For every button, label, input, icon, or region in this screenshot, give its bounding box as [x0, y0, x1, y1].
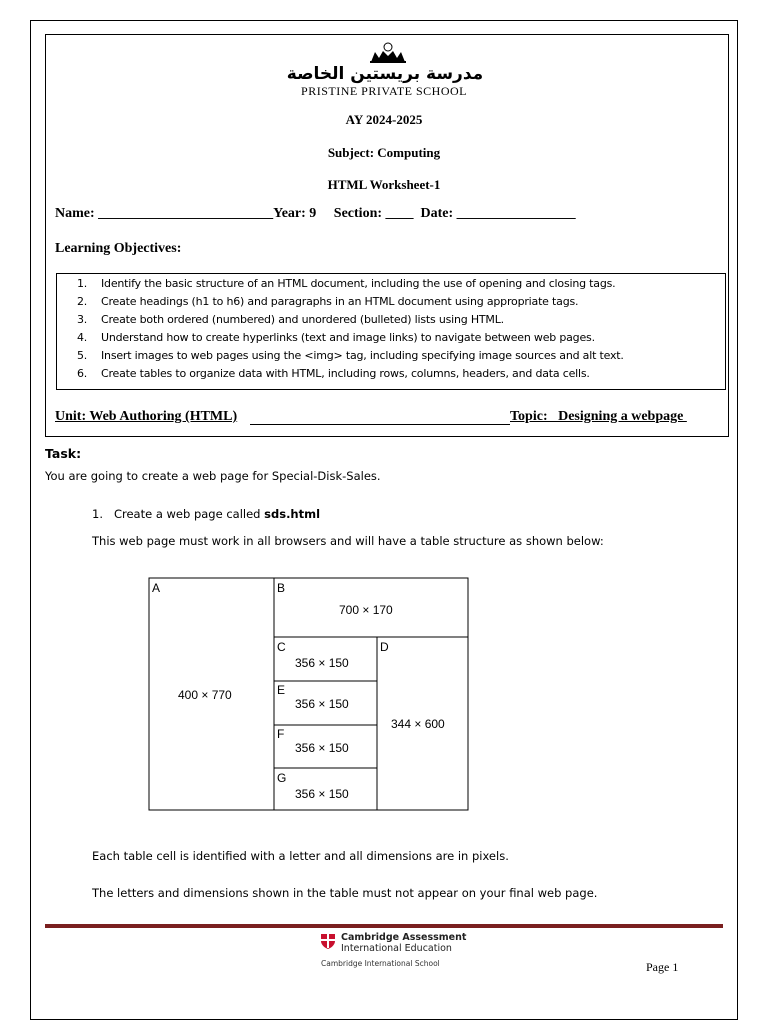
cell-d-dims: 344 × 600: [391, 717, 445, 731]
page-number: Page 1: [646, 960, 679, 974]
school-name-english: PRISTINE PRIVATE SCHOOL: [301, 84, 467, 98]
cell-b-letter: B: [277, 581, 286, 595]
objective-text: Create headings (h1 to h6) and paragraphs in an HTML document using appropriate tags.: [101, 295, 579, 308]
worksheet-title: HTML Worksheet-1: [327, 177, 441, 192]
school-crest-icon: [367, 42, 409, 64]
objective-number: 3.: [77, 313, 88, 326]
cell-g-dims: 356 × 150: [295, 787, 349, 801]
objective-number: 6.: [77, 367, 88, 380]
task-step: [92, 507, 320, 521]
unit-label: Unit: Web Authoring (HTML): [55, 409, 238, 424]
cell-e-dims: 356 × 150: [295, 697, 349, 711]
cell-e-letter: E: [277, 683, 286, 697]
unit-underline-rule: [250, 424, 510, 425]
task-heading: Task:: [45, 446, 82, 461]
topic-label: Topic: Designing a webpage: [510, 409, 687, 424]
objective-number: 5.: [77, 349, 88, 362]
student-info-line: Name: _________________________Year: 9 Section: ____ Date: _________________: [55, 206, 576, 221]
task-requirement: This web page must work in all browsers and will have a table structure as shown below:: [92, 534, 604, 548]
cell-d-letter: D: [380, 640, 389, 654]
cambridge-subname: International Education: [341, 943, 452, 954]
cell-f-letter: F: [277, 727, 285, 741]
academic-year: AY 2024-2025: [345, 112, 423, 127]
objectives-box: [56, 273, 726, 390]
objective-number: 4.: [77, 331, 88, 344]
objective-text: Create tables to organize data with HTML, including rows, columns, headers, and data cells.: [101, 367, 590, 380]
objective-text: Understand how to create hyperlinks (text and image links) to navigate between web pages.: [101, 331, 595, 344]
objective-text: Create both ordered (numbered) and unordered (bulleted) lists using HTML.: [101, 313, 504, 326]
subject-line: Subject: Computing: [327, 145, 441, 160]
objective-text: Identify the basic structure of an HTML document, including the use of opening and closing tags.: [101, 277, 616, 290]
cell-a-dims: 400 × 770: [178, 688, 232, 702]
cambridge-school-label: Cambridge International School: [321, 959, 440, 968]
objective-text: Insert images to web pages using the <img> tag, including specifying image sources and alt text.: [101, 349, 624, 362]
cambridge-name: Cambridge Assessment: [341, 932, 467, 943]
task-intro: You are going to create a web page for Special-Disk-Sales.: [45, 469, 381, 483]
task-note-cells: Each table cell is identified with a letter and all dimensions are in pixels.: [92, 849, 509, 863]
objective-number: 1.: [77, 277, 88, 290]
objective-number: 2.: [77, 295, 88, 308]
cell-b-dims: 700 × 170: [339, 603, 393, 617]
cell-a-letter: A: [152, 581, 161, 595]
school-name-arabic: مدرسة بريستين الخاصة: [286, 64, 484, 84]
step-text: Create a web page called: [113, 507, 265, 521]
objectives-title: Learning Objectives:: [55, 241, 182, 256]
cell-c-letter: C: [277, 640, 286, 654]
cambridge-shield-icon: [320, 933, 336, 949]
footer-rule: [45, 924, 723, 928]
layout-table-diagram: [148, 577, 470, 813]
cell-c-dims: 356 × 150: [295, 656, 349, 670]
task-note-final: The letters and dimensions shown in the table must not appear on your final web page.: [92, 886, 598, 900]
cell-g-letter: G: [277, 771, 287, 785]
cell-f-dims: 356 × 150: [295, 741, 349, 755]
step-filename: sds.html: [264, 507, 321, 521]
step-number: 1.: [92, 507, 103, 521]
